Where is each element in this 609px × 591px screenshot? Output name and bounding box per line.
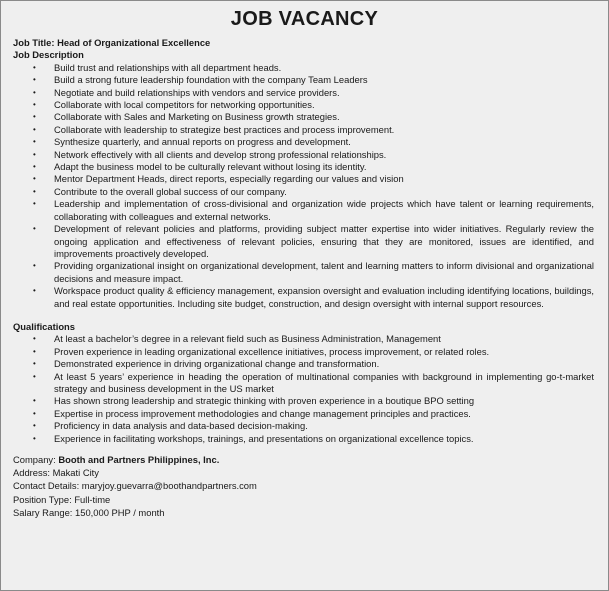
job-description-item-text: Negotiate and build relationships with vendors and service providers. (54, 86, 340, 98)
bullet-icon: • (33, 75, 36, 85)
qualification-item-text: Experience in facilitating workshops, trainings, and presentations on organizational excellence topics. (54, 432, 474, 444)
qualification-item-text: Proven experience in leading organizational excellence initiatives, process improvement, or related roles. (54, 345, 490, 357)
bullet-icon: • (33, 396, 36, 406)
bullet-icon: • (33, 346, 36, 356)
job-description-item-text: Adapt the business model to be culturally relevant without losing its identity. (54, 161, 367, 173)
qualification-item (13, 371, 594, 396)
bullet-icon: • (33, 100, 36, 110)
qualification-item (13, 420, 594, 432)
bullet-icon: • (33, 334, 36, 344)
job-description-item (13, 198, 594, 223)
job-description-item (13, 111, 594, 123)
bullet-icon: • (33, 421, 36, 431)
bullet-icon: • (33, 224, 36, 234)
bullet-icon: • (33, 112, 36, 122)
qualification-item (13, 333, 594, 345)
job-title: Job Title: Head of Organizational Excellence (13, 37, 211, 48)
company-label: Company: (13, 454, 59, 465)
job-description-item-text: Providing organizational insight on organizational development, talent and learning matters to inform divisional and organizational decisions and measure impact. (54, 260, 594, 284)
bullet-icon: • (33, 186, 36, 196)
job-description-item (13, 124, 594, 136)
bullet-icon: • (33, 174, 36, 184)
bullet-icon: • (33, 261, 36, 271)
job-description-item-text: Workspace product quality & efficiency management, expansion oversight and evaluation including identifying locations, buildings, and real estate opportunities. Including site budget, construction, and design oversight with internal support resources. (54, 285, 594, 309)
job-description-item (13, 186, 594, 198)
job-description-item (13, 223, 594, 260)
contact-line: Contact Details: maryjoy.guevarra@boothandpartners.com (13, 480, 257, 492)
qualification-item-text: Expertise in process improvement methodologies and change management principles and practices. (54, 407, 471, 419)
job-description-item-text: Mentor Department Heads, direct reports, especially regarding our values and vision (54, 173, 404, 185)
job-description-item-text: Development of relevant policies and platforms, providing subject matter expertise into wider initiatives. Regularly review the ongoing application and effectiveness of relevant policies, ensuring that they are monitored, issues are identified, and improvements proactively developed. (54, 223, 594, 259)
bullet-icon: • (33, 137, 36, 147)
bullet-icon: • (33, 286, 36, 296)
job-description-item (13, 161, 594, 173)
job-description-item-text: Build trust and relationships with all department heads. (54, 61, 282, 73)
address-line: Address: Makati City (13, 467, 99, 479)
job-description-item (13, 74, 594, 86)
job-description-item-text: Collaborate with leadership to strategize best practices and process improvement. (54, 123, 395, 135)
qualification-item (13, 408, 594, 420)
qualification-item-text: At least 5 years’ experience in heading the operation of multinational companies with background in implementing go-t-market strategy and business development in the US market (54, 370, 594, 394)
qualification-item (13, 346, 594, 358)
job-description-item-text: Collaborate with Sales and Marketing on Business growth strategies. (54, 111, 340, 123)
bullet-icon: • (33, 62, 36, 72)
bullet-icon: • (33, 124, 36, 134)
job-description-item (13, 285, 594, 310)
job-description-item (13, 136, 594, 148)
job-description-item-text: Build a strong future leadership foundation with the company Team Leaders (54, 74, 368, 86)
bullet-icon: • (33, 149, 36, 159)
job-description-item-text: Network effectively with all clients and develop strong professional relationships. (54, 148, 387, 160)
qualification-item (13, 395, 594, 407)
company-line (13, 453, 596, 466)
job-description-item (13, 260, 594, 285)
qualification-item (13, 433, 594, 445)
qualification-item-text: Proficiency in data analysis and data-based decision-making. (54, 420, 308, 432)
bullet-icon: • (33, 371, 36, 381)
qualification-item-text: Has shown strong leadership and strategic thinking with proven experience in a boutique BPO setting (54, 395, 475, 407)
company-details (13, 453, 596, 519)
qualifications-heading: Qualifications (13, 320, 75, 332)
bullet-icon: • (33, 408, 36, 418)
qualification-item (13, 358, 594, 370)
job-description-item-text: Contribute to the overall global success of our company. (54, 185, 287, 197)
job-description-item (13, 87, 594, 99)
qualification-item-text: Demonstrated experience in driving organizational change and transformation. (54, 358, 380, 370)
job-description-item (13, 62, 594, 74)
bullet-icon: • (33, 162, 36, 172)
job-description-heading: Job Description (13, 49, 84, 61)
bullet-icon: • (33, 359, 36, 369)
job-description-item (13, 99, 594, 111)
bullet-icon: • (33, 433, 36, 443)
job-description-list (13, 62, 596, 310)
job-description-item-text: Leadership and implementation of cross-divisional and organization wide projects which have talent or learning requirements, collaborating with colleagues and external networks. (54, 198, 594, 222)
job-description-item-text: Synthesize quarterly, and annual reports on progress and development. (54, 136, 351, 148)
job-description-item-text: Collaborate with local competitors for networking opportunities. (54, 99, 315, 111)
job-description-item (13, 149, 594, 161)
qualification-item-text: At least a bachelor’s degree in a relevant field such as Business Administration, Management (54, 333, 441, 345)
bullet-icon: • (33, 199, 36, 209)
company-name: Booth and Partners Philippines, Inc. (58, 454, 220, 465)
document-title: JOB VACANCY (230, 8, 379, 30)
job-description-item (13, 173, 594, 185)
bullet-icon: • (33, 87, 36, 97)
position-type-line: Position Type: Full-time (13, 493, 111, 505)
salary-line: Salary Range: 150,000 PHP / month (13, 506, 165, 518)
qualifications-list (13, 333, 596, 445)
